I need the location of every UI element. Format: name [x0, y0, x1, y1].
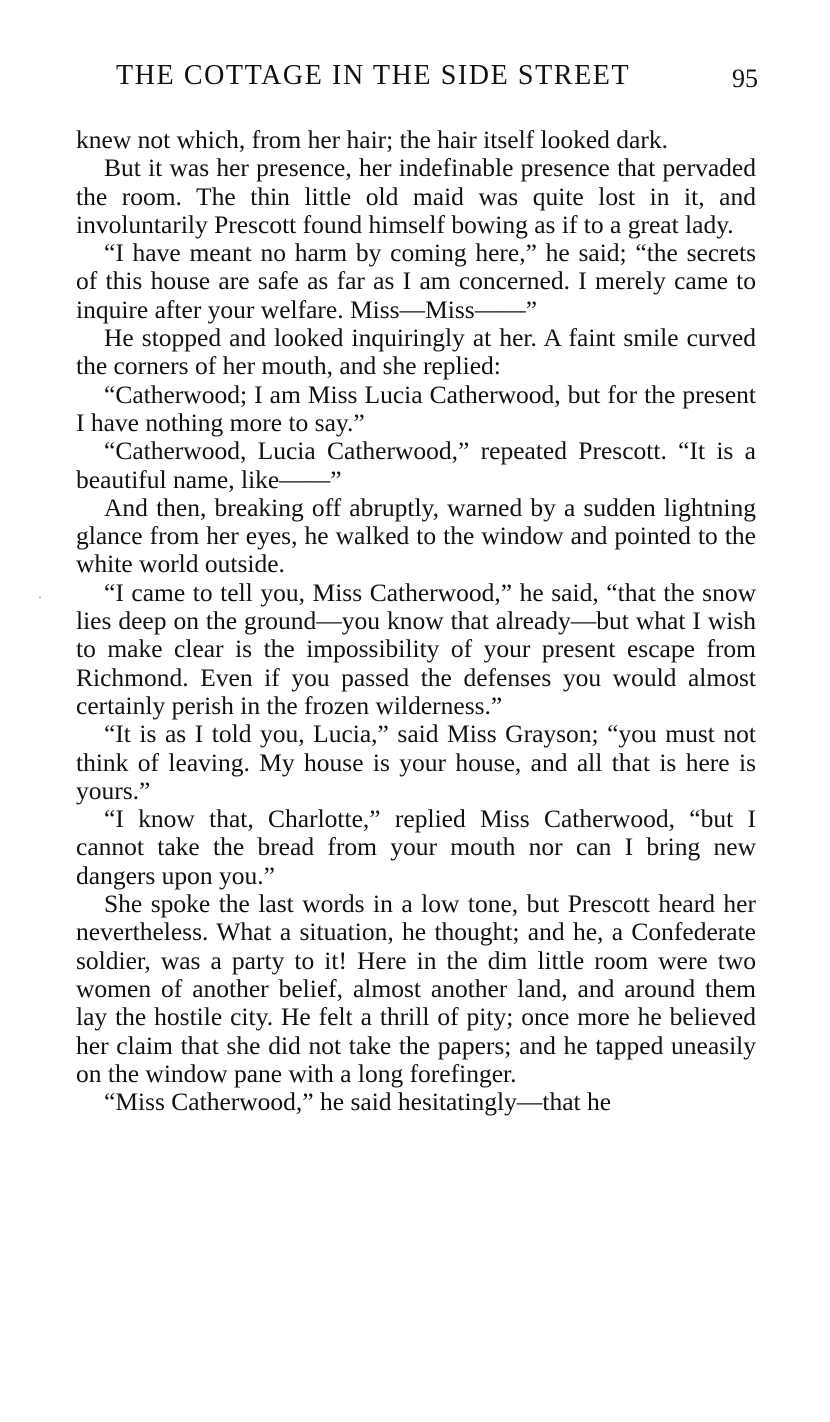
paragraph: “Catherwood; I am Miss Lucia Catherwood, but for the present I have nothing more to say.” — [76, 379, 756, 437]
paragraph: “It is as I told you, Lucia,” said Miss Grayson; “you must not think of leaving. My house is your house, and all that is here is yours.” — [76, 719, 756, 805]
paragraph-continued: “Miss Catherwood,” he said hesitatingly—that he — [104, 1087, 612, 1117]
page-number: 95 — [732, 64, 758, 93]
body-text — [76, 126, 756, 1116]
paragraph: “I came to tell you, Miss Catherwood,” he said, “that the snow lies deep on the ground—you know that already—but what I wish to make clear is the impossibility of your present escape from Richmond. Even if you passed the defenses you would almost certainly perish in the frozen wilderness.” — [76, 577, 756, 720]
paragraph: And then, breaking off abruptly, warned by a sudden lightning glance from her eyes, he walked to the window and pointed to the white world outside. — [76, 492, 756, 579]
paragraph: She spoke the last words in a low tone, but Prescott heard her nevertheless. What a situation, he thought; and he, a Confederate soldier, was a party to it! Here in the dim little room were two women of another belief, almost another land, and around them lay the hostile city. He felt a thrill of pity; once more he believed her claim that she did not take the papers; and he tapped uneasily on the window pane with a long forefinger. — [76, 889, 756, 1088]
paragraph: He stopped and looked inquiringly at her. A faint smile curved the corners of her mouth, and she replied: — [76, 323, 756, 381]
paragraph: “Catherwood, Lucia Catherwood,” repeated Prescott. “It is a beautiful name, like——” — [76, 436, 756, 494]
chapter-title: THE COTTAGE IN THE SIDE STREET — [116, 60, 631, 91]
paragraph: “I know that, Charlotte,” replied Miss Catherwood, “but I cannot take the bread from your mouth nor can I bring new dangers upon you.” — [76, 804, 756, 890]
running-head — [116, 60, 758, 100]
paragraph: But it was her presence, her indefinable presence that pervaded the room. The thin little old maid was quite lost in it, and involuntarily Prescott found himself bowing as if to a great lady. — [76, 153, 756, 239]
margin-speck: · — [38, 590, 42, 604]
paragraph-continuation: knew not which, from her hair; the hair itself looked dark. — [76, 125, 668, 154]
paragraph: “I have meant no harm by coming here,” he said; “the secrets of this house are safe as far as I am concerned. I merely came to inquire after your welfare. Miss—Miss——” — [76, 238, 756, 324]
